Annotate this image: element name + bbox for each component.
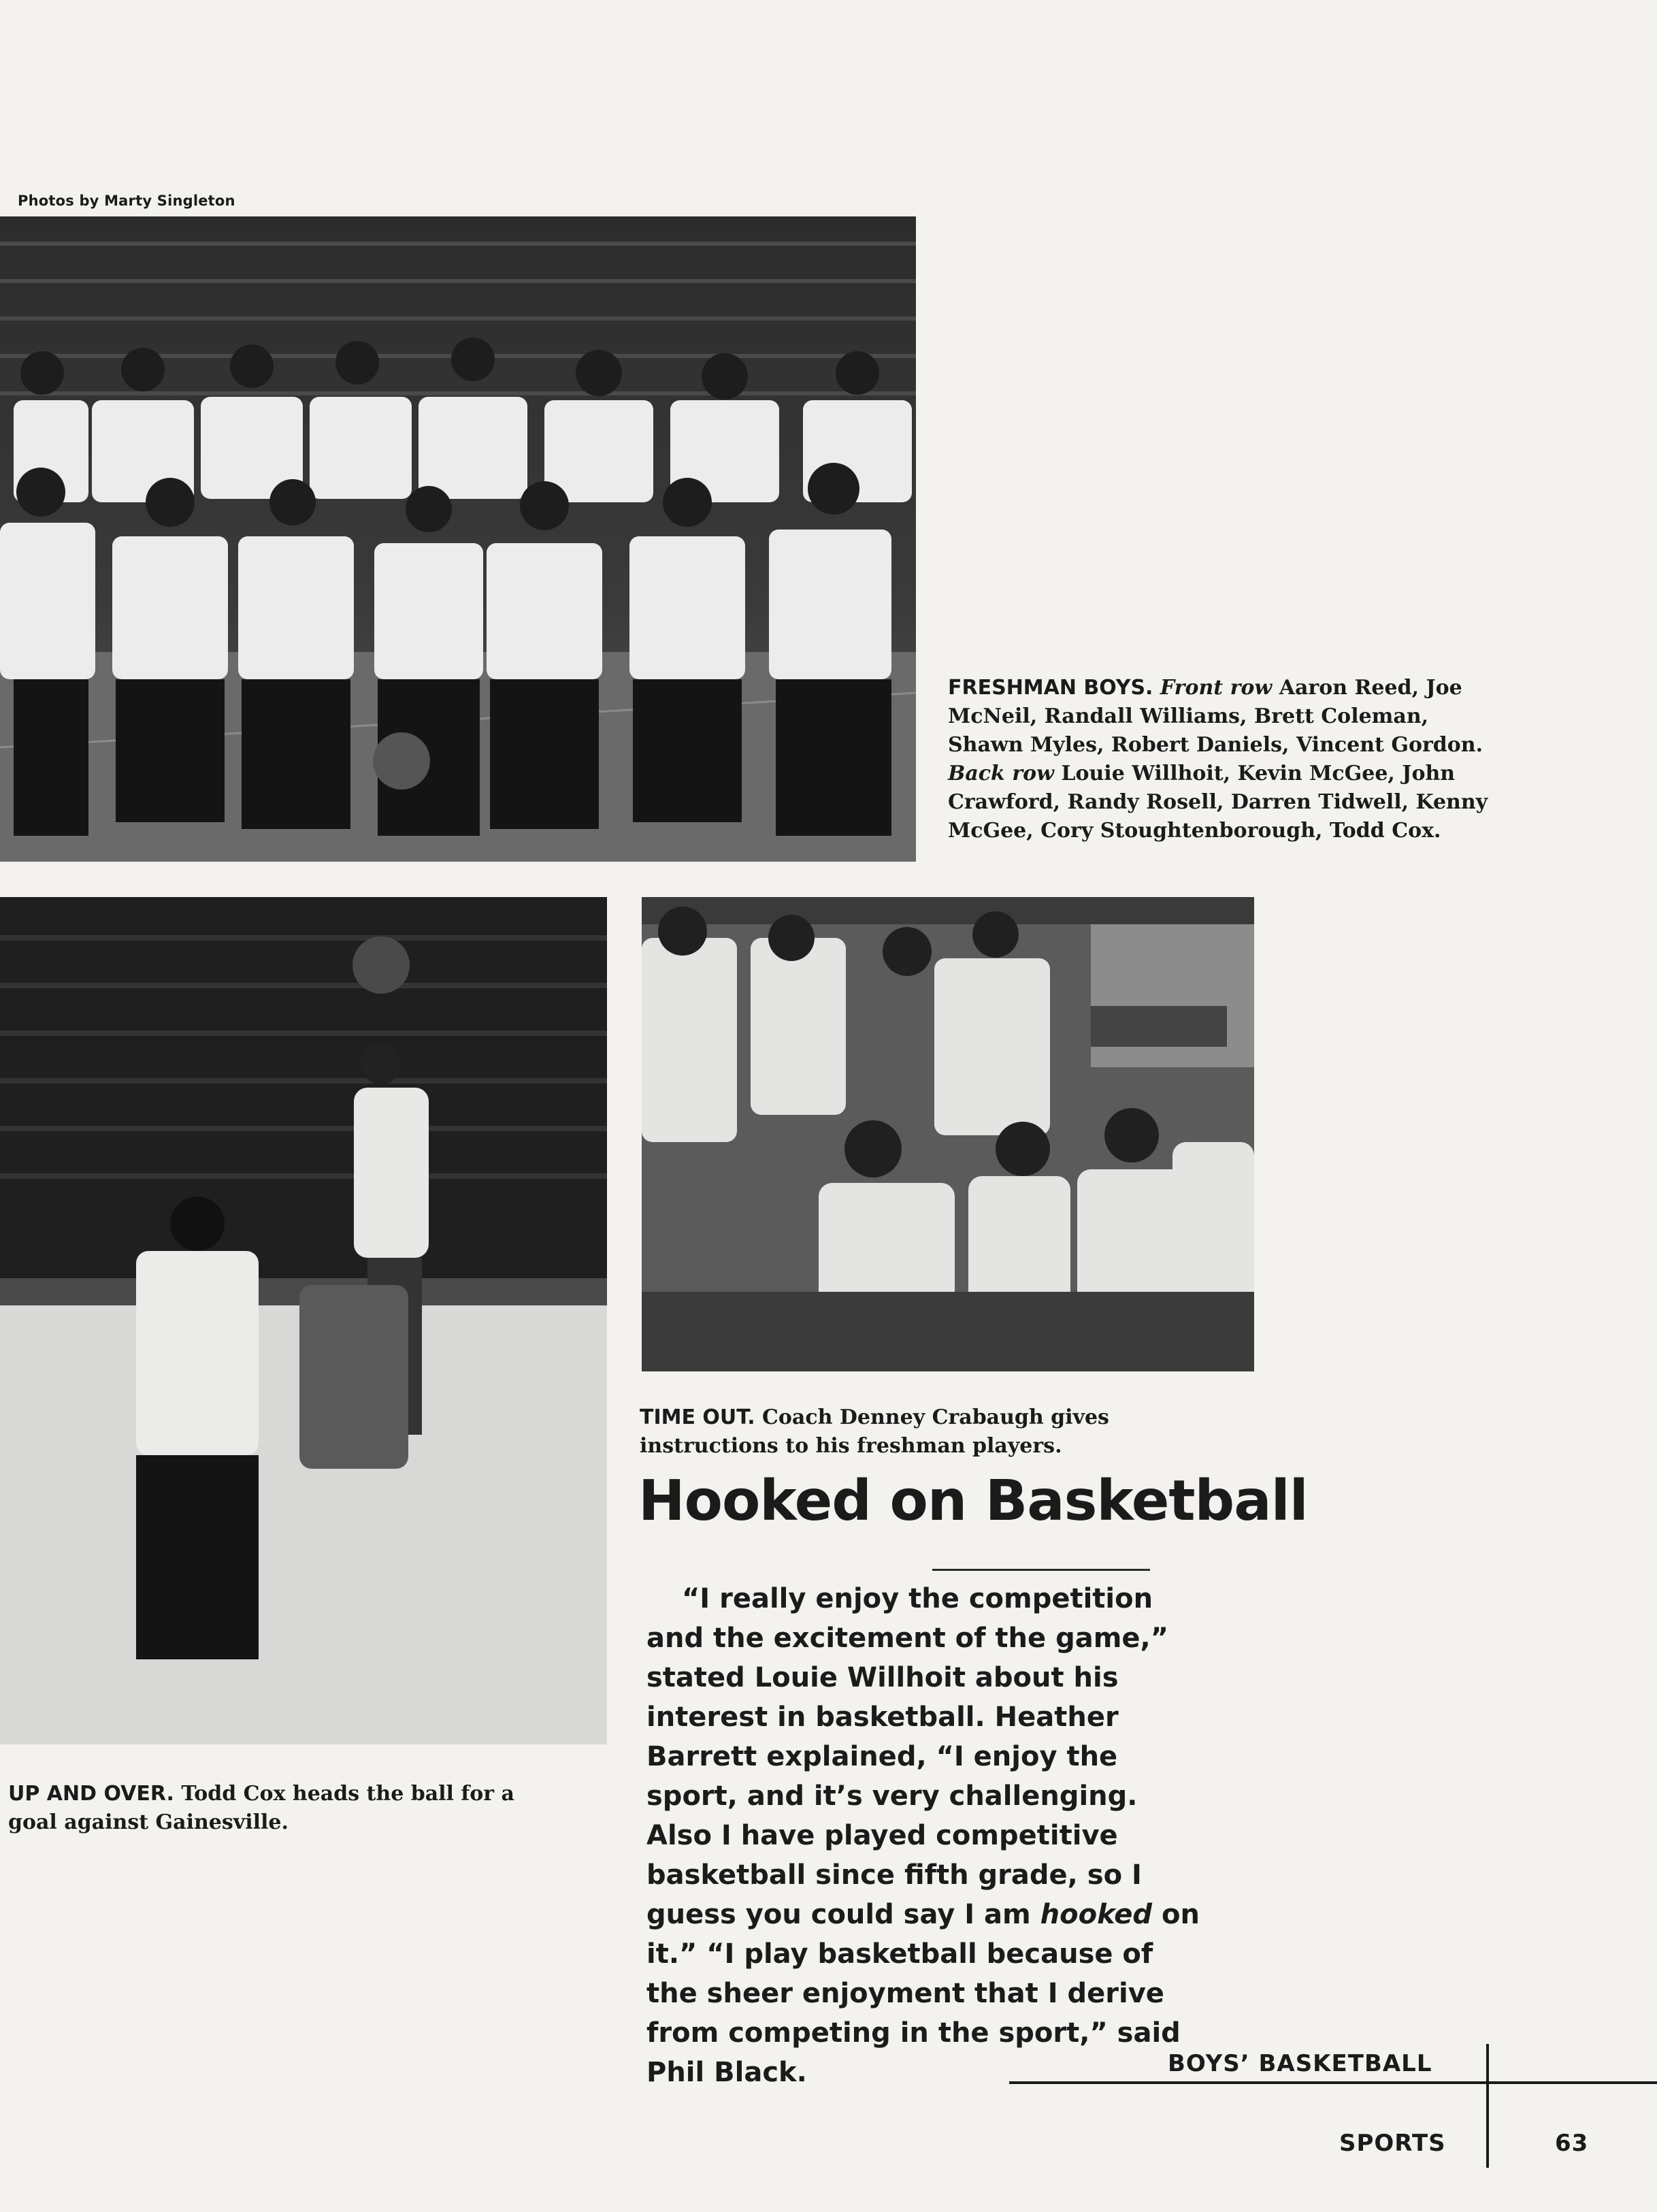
footer-section: BOYS’ BASKETBALL: [1168, 2050, 1432, 2077]
headline-rule: [932, 1569, 1150, 1571]
headline: Hooked on Basketball: [638, 1469, 1308, 1533]
footer-category: SPORTS: [1339, 2130, 1446, 2157]
team-caption-front-label: Front row: [1160, 676, 1273, 700]
team-caption-lead: FRESHMAN BOYS.: [948, 676, 1153, 700]
footer-divider: [1486, 2044, 1489, 2168]
story-part2: on it.” “I play basketball because of the sheer enjoyment that I derive from competing in the sport,” said Phil Black.: [646, 1899, 1200, 2088]
story-part1: “I really enjoy the competition and the excitement of the game,” stated Louie Willhoit about his interest in basketball. Heather Barrett explained, “I enjoy the sport, and it’s very challenging. Also I have played competitive basketball since fifth grade, so I guess you could say I am: [646, 1583, 1168, 1930]
footer-rule: [1009, 2081, 1657, 2084]
photo-credit: Photos by Marty Singleton: [18, 193, 235, 209]
shot-photo: [0, 897, 607, 1744]
huddle-photo: [642, 897, 1254, 1371]
timeout-caption: [640, 1403, 1170, 1461]
timeout-caption-text: Coach Denney Crabaugh gives instructions to his freshman players.: [640, 1405, 1109, 1458]
page-number: 63: [1555, 2130, 1589, 2157]
timeout-caption-lead: TIME OUT.: [640, 1405, 755, 1429]
shot-caption: [8, 1780, 553, 1837]
team-caption: [948, 674, 1506, 845]
story-text: [646, 1579, 1211, 2092]
team-caption-back-label: Back row: [948, 762, 1054, 785]
team-caption-back-names: Louie Willhoit, Kevin McGee, John Crawford, Randy Rosell, Darren Tidwell, Kenny McGee, Cory Stoughtenborough, Todd Cox.: [948, 762, 1488, 843]
shot-caption-text: Todd Cox heads the ball for a goal against Gainesville.: [8, 1782, 514, 1834]
story-emphasis: hooked: [1040, 1899, 1153, 1930]
shot-caption-lead: UP AND OVER.: [8, 1782, 174, 1806]
team-caption-front-names: Aaron Reed, Joe McNeil, Randall Williams, Brett Coleman, Shawn Myles, Robert Daniels, Vincent Gordon.: [948, 676, 1483, 757]
team-photo: [0, 216, 916, 862]
